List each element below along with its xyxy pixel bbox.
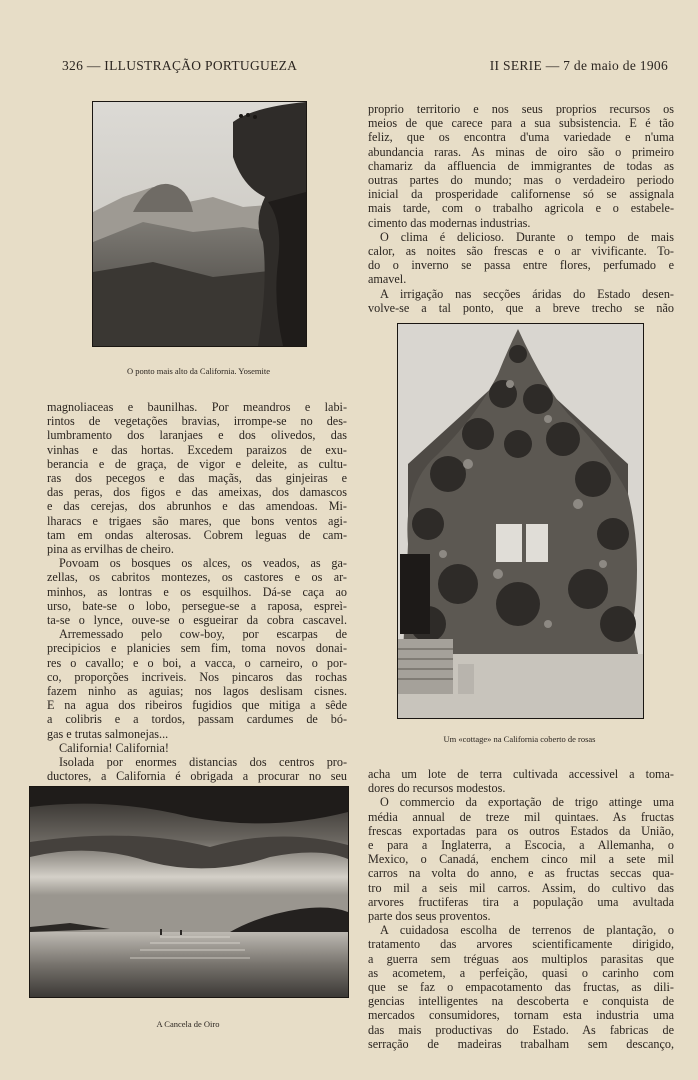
text-line: ta-se o lynce, ouve-se o esgueirar da cobra cascavel. (47, 613, 347, 628)
text-line: gencias intelligentes na descoberta e conquista de (368, 994, 674, 1009)
text-line: calor, as noites são frescas e o ar vivificante. To- (368, 244, 674, 259)
text-line: lharacs e trigaes são mares, que bons ventos agi- (47, 513, 347, 528)
text-column-left (47, 400, 347, 783)
text-line: ras dos pecegos e das maçãs, das ginjeiras e (47, 471, 347, 486)
text-line: E na agua dos ribeiros fugidios que mitiga a sêde (47, 698, 347, 713)
text-line: acha um lote de terra cultivada accessivel a toma- (368, 767, 674, 781)
text-line: berancia e de graça, de vigor e deleite, as cultu- (47, 456, 347, 471)
text-line: co, proporções incriveis. Nos pincaros das rochas (47, 669, 347, 684)
text-line: fazem ninho as aguias; nos lagos deslisam cisnes. (47, 684, 347, 699)
text-line: serração de madeiras trabalham sem descanço, (368, 1036, 674, 1051)
text-line: cimento das modernas industrias. (368, 215, 531, 230)
text-line: as acometem, a perfeição, quasi o carinho com (368, 965, 674, 980)
running-header-title: 326 — ILLUSTRAÇÃO PORTUGUEZA (62, 58, 298, 73)
text-line: e para a Inglaterra, a Escocia, a Allemanha, o (368, 838, 674, 853)
text-line: O commercio da exportação de trigo attinge uma (380, 795, 674, 810)
text-line: A cuidadosa escolha de terrenos de plantação, o (380, 923, 674, 938)
text-line: das mais productivas do Estado. As fabricas de (368, 1022, 674, 1037)
text-line: Isolada por enormes distancias dos centros pro- (59, 755, 347, 770)
text-line: outras partes do mundo; mas o verdadeiro periodo (368, 173, 674, 188)
text-column-right-top (368, 102, 674, 315)
text-line: pina as ervilhas de cheiro. (47, 542, 174, 557)
text-line: volve-se a tal ponto, que a breve trecho se não (368, 300, 674, 315)
text-line: proprio territorio e nos seus proprios recursos os (368, 102, 674, 116)
text-line: rintos de vegetações bravias, irrompe-se no des- (47, 414, 347, 429)
text-line: lumbramento dos laranjaes e dos olivedos, das (47, 428, 347, 443)
text-line: precipicios e planicies sem fim, toma novos donai- (47, 641, 347, 656)
cancela-caption: A Cancela de Oiro (156, 1019, 220, 1029)
text-line: urso, bate-se o lobo, persegue-se a raposa, espreì- (47, 598, 347, 613)
running-header-date: II SERIE — 7 de maio de 1906 (489, 58, 668, 73)
text-line: tro mil a seis mil carros. Assim, do cultivo das (368, 880, 674, 895)
yosemite-photo (92, 101, 307, 347)
text-line: ductores, a California é obrigada a procurar no seu (47, 769, 347, 784)
text-line: a guerra sem tréguas aos multiplos parasitas que (368, 951, 674, 966)
text-line: vinhas e das hortas. Excedem paraizos de exu- (47, 442, 347, 457)
text-line: média annual de treze mil quintaes. As fructas (368, 809, 674, 824)
text-line: A irrigação nas secções áridas do Estado desen- (380, 286, 674, 301)
text-line: meios de que carece para a sua subsistencia. E é tão (368, 116, 674, 131)
text-line: dores do recursos modestos. (368, 781, 506, 796)
text-line: zellas, os cabritos montezes, os castores e os ar- (47, 570, 347, 585)
text-line: parte dos seus proventos. (368, 909, 491, 924)
text-line: do o inverno se passa entre flores, perfumado e (368, 258, 674, 273)
text-line: tam em ondas alterosas. Cobrem leguas de cam- (47, 527, 347, 542)
text-line: California! California! (59, 740, 169, 755)
text-line: mais tarde, com o trabalho agricola e o estabele- (368, 201, 674, 216)
text-line: O clima é delicioso. Durante o tempo de mais (380, 229, 674, 244)
text-line: chamariz da affluencia de immigrantes de todas as (368, 158, 674, 173)
text-line: Mexico, o Canadá, enchem cinco mil a sete mil (368, 852, 674, 867)
text-line: minhos, as lontras e os esquilhos. Dá-se caça ao (47, 584, 347, 599)
text-line: arvores fructiferas tira a população uma avultada (368, 894, 674, 909)
cottage-caption: Um «cottage» na California coberto de rosas (443, 734, 596, 744)
text-line: abundancia raras. As minas de oiro são o primeiro (368, 144, 674, 159)
text-line: res o cavallo; e o boi, a vacca, o carneiro, o por- (47, 655, 347, 670)
text-line: Arremessado pelo cow-boy, por escarpas de (59, 627, 347, 642)
yosemite-caption: O ponto mais alto da California. Yosemite (126, 366, 271, 376)
text-line: amavel. (368, 272, 407, 287)
text-line: frescas exportadas para os outros Estados da União, (368, 823, 674, 838)
text-line: mercados consumidores, tornam esta industria uma (368, 1008, 674, 1023)
text-line: que se faz o empacotamento das fructas, as dili- (368, 980, 674, 995)
text-line: e das cerejas, dos abrunhos e das amendoas. Mi- (47, 499, 347, 514)
text-line: Povoam os bosques os alces, os veados, as ga- (59, 556, 347, 571)
text-line: tratamento das arvores scientificamente dirigido, (368, 937, 674, 952)
text-line: inicial da prosperidade californense só se assignala (368, 187, 674, 202)
text-line: das peras, dos figos e das ameixas, dos damascos (47, 485, 347, 500)
text-line: magnoliaceas e baunilhas. Por meandros e labi- (47, 400, 347, 414)
text-line: carros na volta do anno, e as fructas seccas qua- (368, 866, 674, 881)
text-column-right-bottom (368, 767, 674, 1051)
text-line: feliz, que os encontra d'uma variedade e n'uma (368, 130, 674, 145)
text-line: a colibris e a tordos, passam cardumes de bó- (47, 712, 347, 727)
text-line: gas e trutas salmonejas... (47, 726, 169, 741)
cottage-photo (397, 323, 644, 719)
cancela-photo (29, 786, 349, 998)
